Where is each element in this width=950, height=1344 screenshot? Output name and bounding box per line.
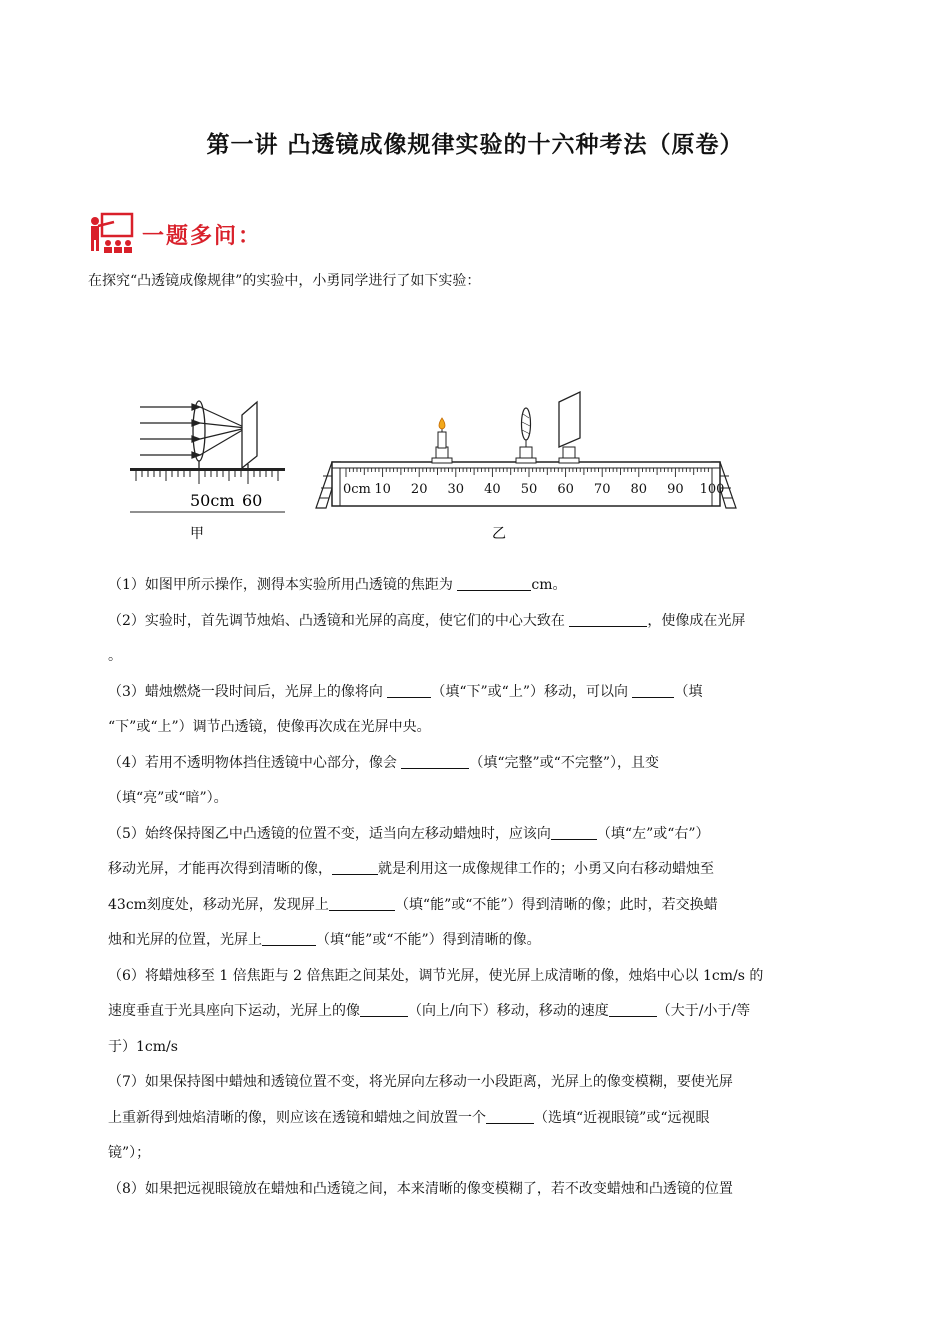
question-list [108, 568, 864, 1207]
ruler-tick-label: 100 [699, 482, 725, 497]
answer-blank[interactable] [329, 894, 395, 911]
answer-blank[interactable] [401, 752, 469, 769]
answer-blank[interactable] [486, 1107, 534, 1124]
figure-yi [316, 392, 736, 542]
answer-blank[interactable] [609, 1000, 657, 1017]
jia-label-60: 60 [242, 491, 263, 510]
figure-jia-caption: 甲 [190, 526, 204, 542]
intro-text: 在探究“凸透镜成像规律”的实验中，小勇同学进行了如下实验： [88, 273, 481, 289]
ruler-tick-label: 60 [557, 482, 574, 497]
ruler-tick-label: 30 [447, 482, 465, 497]
answer-blank[interactable] [262, 929, 316, 946]
question-3: （3）蜡烛燃烧一段时间后，光屏上的像将向 （填“下”或“上”）移动，可以向 （填 “下”或“上”）调节凸透镜，使像再次成在光屏中央。 [108, 675, 864, 746]
ruler-tick-label: 20 [410, 482, 428, 497]
section-header [88, 210, 262, 258]
figure-yi-caption: 乙 [492, 526, 506, 542]
question-5: （5）始终保持图乙中凸透镜的位置不变，适当向左移动蜡烛时，应该向 （填“左”或“右”） 移动光屏，才能再次得到清晰的像， 就是利用这一成像规律工作的；小勇又向右移动蜡烛至 43cm刻度处，移动光屏，发现屏上 （填“能”或“不能”）得到清晰的像；此时，若交换蜡 烛和光屏的位置，光屏上 （填“能”或“不能”）得到清晰的像。 [108, 817, 864, 959]
answer-blank[interactable] [632, 681, 674, 698]
answer-blank[interactable] [457, 574, 531, 591]
ruler-tick-label: 0cm [343, 482, 371, 497]
section-label: 一题多问： [142, 223, 263, 249]
ruler-tick-label: 10 [374, 482, 391, 497]
experiment-figure [120, 380, 740, 550]
question-8: （8）如果把远视眼镜放在蜡烛和凸透镜之间，本来清晰的像变模糊了，若不改变蜡烛和凸透镜的位置 [108, 1180, 733, 1197]
figure-jia [130, 401, 285, 542]
ruler-tick-label: 80 [630, 482, 648, 497]
answer-blank[interactable] [551, 823, 597, 840]
teacher-board-icon [88, 212, 134, 256]
ruler-tick-label: 70 [593, 482, 611, 497]
ruler-tick-label: 90 [667, 482, 684, 497]
page-title: 第一讲 凸透镜成像规律实验的十六种考法（原卷） [206, 132, 744, 158]
ruler-tick-label: 50 [520, 482, 538, 497]
jia-label-50: 50cm [190, 491, 235, 510]
question-2: （2）实验时，首先调节烛焰、凸透镜和光屏的高度，使它们的中心大致在 ，使像成在光屏 。 [108, 604, 864, 675]
question-4: （4）若用不透明物体挡住透镜中心部分，像会 （填“完整”或“不完整”），且变 （填“亮”或“暗”）。 [108, 746, 864, 817]
question-1: （1）如图甲所示操作，测得本实验所用凸透镜的焦距为 cm。 [108, 568, 864, 604]
ruler-tick-label: 40 [484, 482, 501, 497]
question-6: （6）将蜡烛移至 1 倍焦距与 2 倍焦距之间某处，调节光屏，使光屏上成清晰的像，烛焰中心以 1cm/s 的 速度垂直于光具座向下运动，光屏上的像 （向上/向下）移动，移动的速度 （大于/小于/等 于）1cm/s [108, 967, 764, 1055]
answer-blank[interactable] [569, 610, 647, 627]
answer-blank[interactable] [332, 858, 378, 875]
question-7: （7）如果保持图中蜡烛和透镜位置不变，将光屏向左移动一小段距离，光屏上的像变模糊，要使光屏 上重新得到烛焰清晰的像，则应该在透镜和蜡烛之间放置一个 （选填“近视眼镜”或“远视眼 镜”）； [108, 1074, 733, 1161]
answer-blank[interactable] [387, 681, 431, 698]
answer-blank[interactable] [360, 1000, 408, 1017]
